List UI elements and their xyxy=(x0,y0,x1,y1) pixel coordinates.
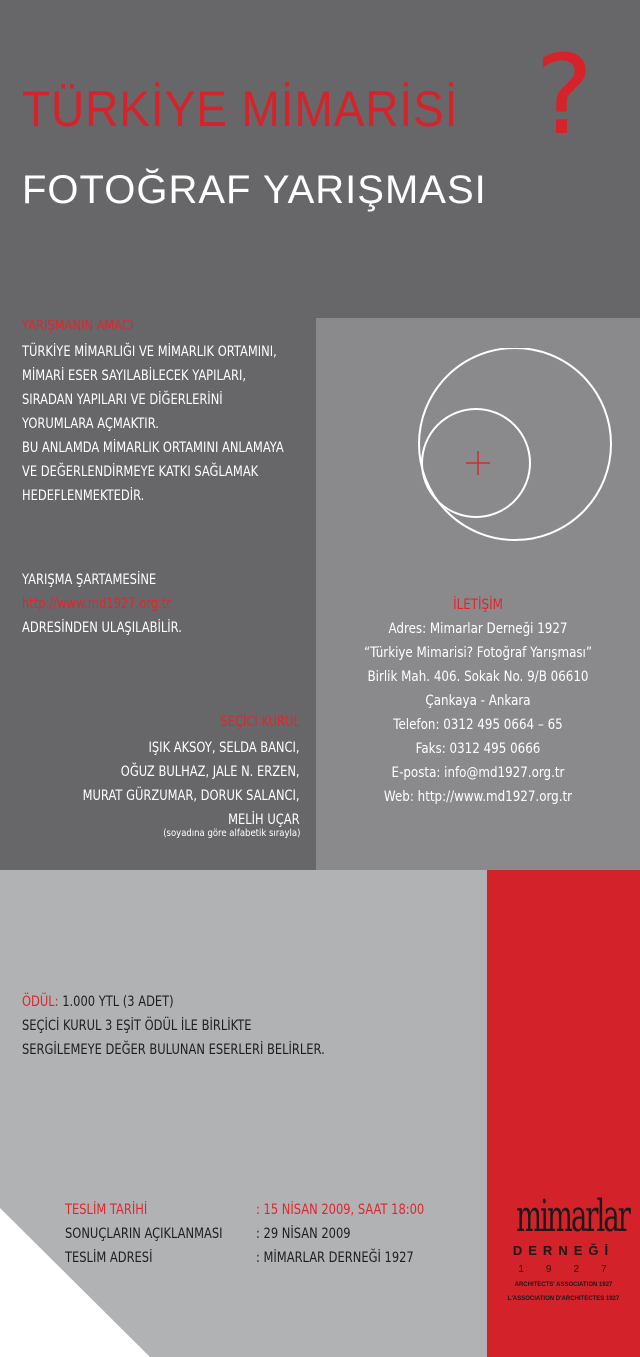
sartname-block xyxy=(22,568,217,640)
award-line: SEÇİCİ KURUL 3 EŞİT ÖDÜL İLE BİRLİKTE xyxy=(22,1018,252,1034)
circles-graphic xyxy=(410,348,620,548)
amac-heading: YARIŞMANIN AMACI xyxy=(22,318,134,334)
date-label: TESLİM TARİHİ xyxy=(65,1202,148,1218)
date-label: TESLİM ADRESİ xyxy=(65,1250,153,1266)
award-label: ÖDÜL: xyxy=(22,994,59,1010)
question-mark: ? xyxy=(535,31,594,159)
sartname-line: ADRESİNDEN ULAŞILABİLİR. xyxy=(22,620,182,636)
logo-dernegi: DERNEĞİ xyxy=(512,1243,615,1258)
contact-web[interactable]: Web: http://www.md1927.org.tr xyxy=(383,789,573,805)
amac-line: HEDEFLENMEKTEDİR. xyxy=(22,488,145,504)
mimarlar-dernegi-logo xyxy=(487,1191,640,1303)
date-value: : 15 NİSAN 2009, SAAT 18:00 xyxy=(256,1202,425,1218)
jury-note: (soyadına göre alfabetik sırayla) xyxy=(162,828,300,839)
jury-line: MELİH UÇAR xyxy=(228,812,300,828)
secici-body xyxy=(35,736,300,832)
sartname-link[interactable]: http://www.md1927.org.tr xyxy=(22,596,171,612)
award-amount: 1.000 YTL (3 ADET) xyxy=(58,994,174,1010)
amac-line: BU ANLAMDA MİMARLIK ORTAMINI ANLAMAYA xyxy=(22,440,284,456)
jury-line: OĞUZ BULHAZ, JALE N. ERZEN, xyxy=(121,764,300,780)
contact-block xyxy=(316,593,640,809)
amac-line: YORUMLARA AÇMAKTIR. xyxy=(22,416,159,432)
dates-values xyxy=(256,1198,461,1270)
logo-arch-fr: L'ASSOCIATION D'ARCHITECTES 1927 xyxy=(507,1296,620,1302)
contact-line: Birlik Mah. 406. Sokak No. 9/B 06610 xyxy=(367,669,589,685)
logo-year: 1927 xyxy=(518,1264,629,1275)
contact-heading: İLETİŞİM xyxy=(453,597,503,613)
contact-line: Çankaya - Ankara xyxy=(425,693,531,709)
dates-labels xyxy=(65,1198,257,1270)
sartname-line: YARIŞMA ŞARTAMESİNE xyxy=(22,572,157,588)
logo-wordmark: mimarlar xyxy=(516,1191,629,1242)
award-block xyxy=(22,990,391,1062)
poster-subtitle: FOTOĞRAF YARIŞMASI xyxy=(22,168,487,212)
amac-line: VE DEĞERLENDİRMEYE KATKI SAĞLAMAK xyxy=(22,464,259,480)
amac-body xyxy=(22,340,341,508)
contact-email[interactable]: E-posta: info@md1927.org.tr xyxy=(391,765,565,781)
contact-phone: Telefon: 0312 495 0664 – 65 xyxy=(393,717,563,733)
jury-line: MURAT GÜRZUMAR, DORUK SALANCI, xyxy=(83,788,300,804)
date-value: : 29 NİSAN 2009 xyxy=(256,1226,351,1242)
contact-line: Adres: Mimarlar Derneği 1927 xyxy=(388,621,568,637)
award-line xyxy=(22,990,325,1014)
jury-line: IŞIK AKSOY, SELDA BANCI, xyxy=(148,740,300,756)
poster-title: TÜRKİYE MİMARİSİ xyxy=(22,81,459,137)
contact-fax: Faks: 0312 495 0666 xyxy=(415,741,541,757)
contact-line: “Türkiye Mimarisi? Fotoğraf Yarışması” xyxy=(363,645,593,661)
amac-line: TÜRKİYE MİMARLIĞI VE MİMARLIK ORTAMINI, xyxy=(22,344,277,360)
amac-line: MİMARİ ESER SAYILABİLECEK YAPILARI, xyxy=(22,368,247,384)
logo-arch-en: ARCHITECTS' ASSOCIATION 1927 xyxy=(514,1282,613,1288)
secici-heading: SEÇİCİ KURUL xyxy=(220,714,300,730)
amac-line: SIRADAN YAPILARI VE DİĞERLERİNİ xyxy=(22,392,223,408)
award-line: SERGİLEMEYE DEĞER BULUNAN ESERLERİ BELİRLER. xyxy=(22,1042,325,1058)
date-value: : MİMARLAR DERNEĞİ 1927 xyxy=(256,1250,414,1266)
date-label: SONUÇLARIN AÇIKLANMASI xyxy=(65,1226,223,1242)
